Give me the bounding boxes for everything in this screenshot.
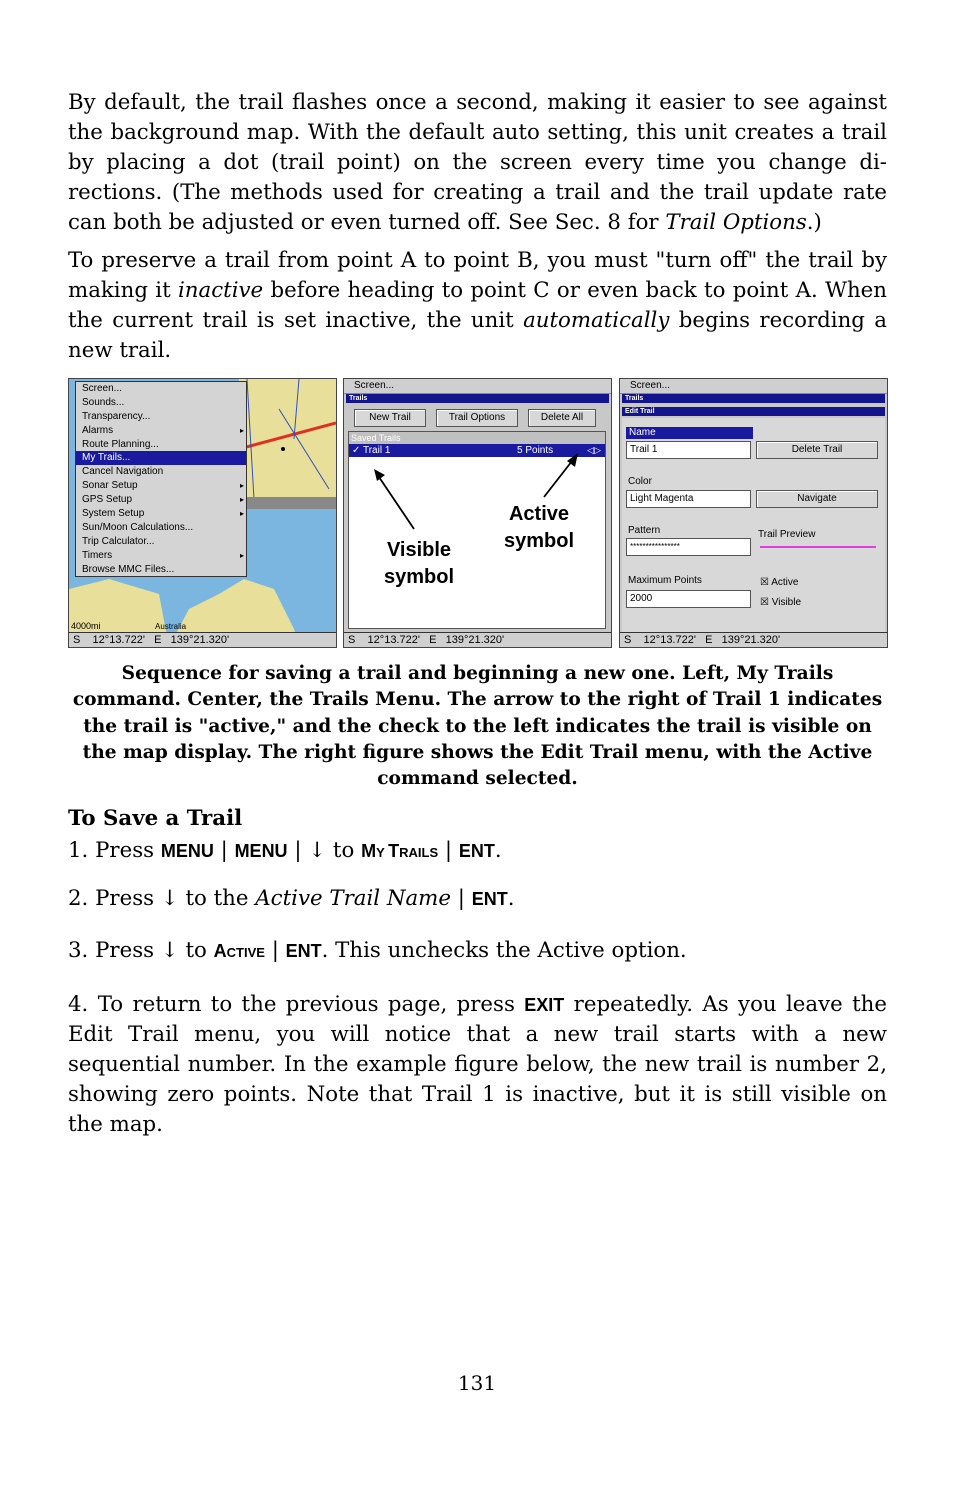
trail-name-field[interactable]: Trail 1	[626, 441, 751, 459]
status-bar: S 12°13.722' E 139°21.320'	[344, 632, 611, 647]
main-menu	[75, 381, 247, 577]
trail-options-button[interactable]: Trail Options	[436, 409, 518, 427]
trails-title-bar: Trails	[346, 394, 609, 403]
screen-menu-bar: Screen...	[620, 379, 887, 394]
step-1: 1. Press MENU | MENU | ↓ to MY TRAILS | ENT.	[68, 838, 502, 864]
edit-trail-title-bar: Edit Trail	[622, 407, 885, 416]
menu-item[interactable]: Alarms ▸	[82, 424, 244, 436]
pattern-field[interactable]: ****************	[626, 538, 751, 556]
new-trail-button[interactable]: New Trail	[354, 409, 426, 427]
map-scale: 4000mi	[71, 621, 101, 631]
trail-points: 5 Points	[517, 445, 554, 456]
menu-item[interactable]: Browse MMC Files...	[82, 563, 175, 575]
navigate-button[interactable]: Navigate	[756, 490, 878, 508]
figure-my-trails-menu	[68, 378, 337, 648]
step-4: 4. To return to the previous page, press EXIT repeatedly. As you leave the Edit Trail menu, you will notice that a new trail starts with a new sequential number. In the example figure below, the new trail is number 2, showing zero points. Note that Trail 1 is inactive, but it is still visible on the map.	[68, 992, 887, 1138]
submenu-arrow-icon: ▸	[239, 481, 244, 491]
paragraph-default-trail: By default, the trail flashes once a second, making it easier to see against the background map. With the default auto setting, this unit creates a trail by placing a dot (trail point) on the screen every time you change directions. (The methods used for creating a trail and the trail update rate can both be adjusted or even turned off. See Sec. 8 for Trail Options.)	[68, 90, 887, 235]
color-label: Color	[628, 476, 652, 487]
menu-item[interactable]: GPS Setup ▸	[82, 494, 244, 506]
active-checkbox[interactable]: ☒ Active	[760, 577, 799, 588]
screen-menu-bar: Screen...	[344, 379, 611, 394]
step-3: 3. Press ↓ to ACTIVE | ENT. This unchecks the Active option.	[68, 938, 687, 964]
trails-title-bar: Trails	[622, 394, 885, 403]
status-bar: S 12°13.722' E 139°21.320'	[620, 632, 887, 647]
active-symbol-annotation: Active symbol	[503, 503, 575, 552]
menu-item[interactable]: Timers ▸	[82, 549, 244, 561]
submenu-arrow-icon: ▸	[239, 425, 244, 435]
trail-preview-line	[760, 546, 876, 548]
max-points-field[interactable]: 2000	[626, 590, 751, 608]
status-bar: S 12°13.722' E 139°21.320'	[69, 632, 336, 647]
menu-item[interactable]: Cancel Navigation	[82, 466, 164, 478]
delete-trail-button[interactable]: Delete Trail	[756, 441, 878, 459]
menu-item[interactable]: System Setup ▸	[82, 508, 244, 520]
menu-item[interactable]: Sounds...	[82, 396, 125, 408]
menu-item[interactable]: Route Planning...	[82, 438, 159, 450]
menu-item[interactable]: Sonar Setup ▸	[82, 480, 244, 492]
paragraph-preserve-trail: To preserve a trail from point A to point B, you must "turn off" the trail by making it inactive before heading to point C or even back to point A. When the current trail is set inactive, the unit automatically begins recording a new trail.	[68, 248, 887, 363]
figure-edit-trail-menu	[619, 378, 888, 648]
color-select[interactable]: Light Magenta	[626, 490, 751, 508]
name-label: Name	[626, 427, 753, 439]
max-points-label: Maximum Points	[628, 575, 702, 586]
visible-checkbox[interactable]: ☒ Visible	[760, 597, 802, 608]
page-content	[68, 88, 887, 1140]
figure-caption: Sequence for saving a trail and beginning a new one. Left, My Trails command. Center, the Trails Menu. The arrow to the right of Trail 1 indicates the trail is "active," and the check to the left indicates the trail is visible on the map display. The right figure shows the Edit Trail menu, with the Active command selected.	[72, 663, 883, 790]
menu-item[interactable]: Screen...	[82, 383, 123, 394]
trail-name: ✓ Trail 1	[352, 445, 391, 456]
saved-trails-header: Saved Trails	[349, 432, 605, 444]
page-number: 131	[457, 1371, 497, 1395]
figure-row	[68, 378, 887, 648]
visible-symbol-annotation: Visible symbol	[383, 539, 455, 588]
active-arrow-icon: ◁▷	[587, 445, 601, 455]
pattern-label: Pattern	[628, 525, 661, 536]
section-heading: To Save a Trail	[68, 806, 243, 832]
menu-item[interactable]: Transparency...	[82, 410, 151, 422]
map-place-label: Australia	[155, 622, 187, 631]
menu-item[interactable]: Sun/Moon Calculations...	[82, 521, 194, 533]
delete-all-button[interactable]: Delete All	[528, 409, 596, 427]
menu-item[interactable]: Trip Calculator...	[82, 535, 155, 547]
submenu-arrow-icon: ▸	[239, 509, 244, 519]
submenu-arrow-icon: ▸	[239, 495, 244, 505]
trail-preview-label: Trail Preview	[758, 529, 816, 540]
submenu-arrow-icon: ▸	[239, 550, 244, 560]
step-2: 2. Press ↓ to the Active Trail Name | ENT.	[68, 886, 515, 912]
menu-item[interactable]: My Trails...	[76, 451, 246, 465]
figure-trails-menu	[343, 378, 612, 648]
